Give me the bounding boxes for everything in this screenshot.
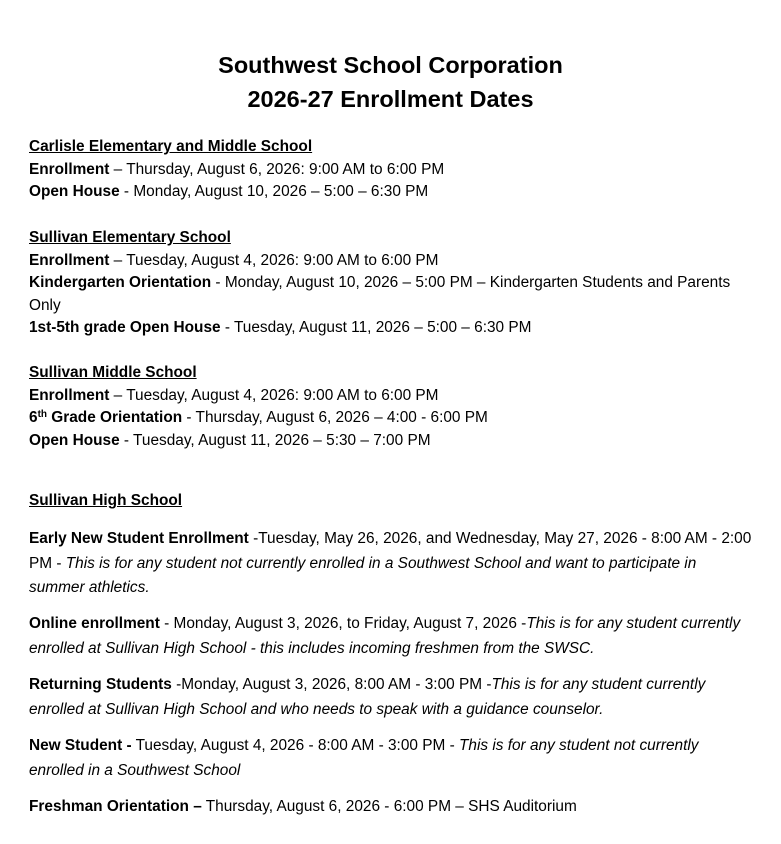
event-label: Early New Student Enrollment <box>29 530 249 547</box>
event-details: - Monday, August 10, 2026 – 5:00 – 6:30 PM <box>119 183 429 200</box>
event-note: This is for any student not currently enrolled in a Southwest School and want to participate in summer athletics. <box>29 554 697 596</box>
document-subtitle: 2026-27 Enrollment Dates <box>247 86 534 112</box>
event-details: – Tuesday, August 4, 2026: 9:00 AM to 6:00 PM <box>109 386 439 404</box>
section-heading: Sullivan High School <box>29 492 183 509</box>
section-sullivan-elementary <box>29 227 754 340</box>
section-carlisle <box>29 136 754 204</box>
sixth-grade-orientation-line <box>29 407 754 430</box>
event-note: This is for any student not currently enrolled in a Southwest School <box>29 737 699 779</box>
enrollment-line <box>29 250 754 273</box>
section-heading: Sullivan Middle School <box>29 364 197 381</box>
event-label: Enrollment <box>29 251 110 269</box>
event-details: Thursday, August 6, 2026 - 6:00 PM – SHS Auditorium <box>201 798 577 815</box>
event-label: New Student - <box>29 737 132 754</box>
section-sullivan-high-heading <box>29 490 754 513</box>
event-label: Returning Students <box>29 676 172 693</box>
event-label: Online enrollment <box>29 615 160 632</box>
section-heading: Sullivan Elementary School <box>29 229 231 246</box>
event-details: Tuesday, August 4, 2026 - 8:00 AM - 3:00 PM - <box>131 737 459 754</box>
ordinal-suffix: th <box>37 409 48 420</box>
kindergarten-orientation-line <box>29 272 754 317</box>
document-title: Southwest School Corporation <box>218 52 563 78</box>
event-details: - Monday, August 3, 2026, to Friday, August 7, 2026 - <box>159 615 527 632</box>
event-note: This is for any student currently enrolled at Sullivan High School - this includes incoming freshmen from the SWSC. <box>29 615 741 657</box>
event-details: - Tuesday, August 11, 2026 – 5:30 – 7:00 PM <box>119 431 431 449</box>
event-label: Open House <box>29 183 120 200</box>
event-label: Open House <box>29 431 120 449</box>
event-details: - Tuesday, August 11, 2026 – 5:00 – 6:30 PM <box>220 319 532 336</box>
open-house-line <box>29 181 754 204</box>
event-details: - Monday, August 10, 2026 – 5:00 PM – Kindergarten Students and Parents Only <box>29 274 731 314</box>
returning-students <box>29 673 754 722</box>
event-label: Enrollment <box>29 160 110 178</box>
section-sullivan-middle <box>29 362 754 452</box>
section-heading: Carlisle Elementary and Middle School <box>29 138 313 155</box>
freshman-orientation <box>29 795 754 820</box>
event-details: – Tuesday, August 4, 2026: 9:00 AM to 6:00 PM <box>109 251 439 269</box>
event-label: 1st-5th grade Open House <box>29 319 221 336</box>
new-student <box>29 734 754 783</box>
event-note: This is for any student currently enrolled at Sullivan High School and who needs to speak with a guidance counselor. <box>29 676 706 718</box>
event-details: -Monday, August 3, 2026, 8:00 AM - 3:00 PM - <box>171 676 492 693</box>
early-new-student-enrollment <box>29 527 754 601</box>
event-label: Grade Orientation <box>47 409 183 426</box>
enrollment-line <box>29 385 754 408</box>
event-details: -Tuesday, May 26, 2026, and Wednesday, May 27, 2026 - 8:00 AM - 2:00 PM - <box>29 530 752 572</box>
enrollment-line <box>29 159 754 182</box>
open-house-line <box>29 317 754 340</box>
event-label: Kindergarten Orientation <box>29 274 212 291</box>
event-label: Freshman Orientation – <box>29 798 202 815</box>
open-house-line <box>29 430 754 453</box>
online-enrollment <box>29 612 754 661</box>
event-label: Enrollment <box>29 386 110 404</box>
event-details: - Thursday, August 6, 2026 – 4:00 - 6:00 PM <box>182 409 488 426</box>
event-details: – Thursday, August 6, 2026: 9:00 AM to 6:00 PM <box>109 160 445 178</box>
event-label-number: 6 <box>29 409 38 426</box>
